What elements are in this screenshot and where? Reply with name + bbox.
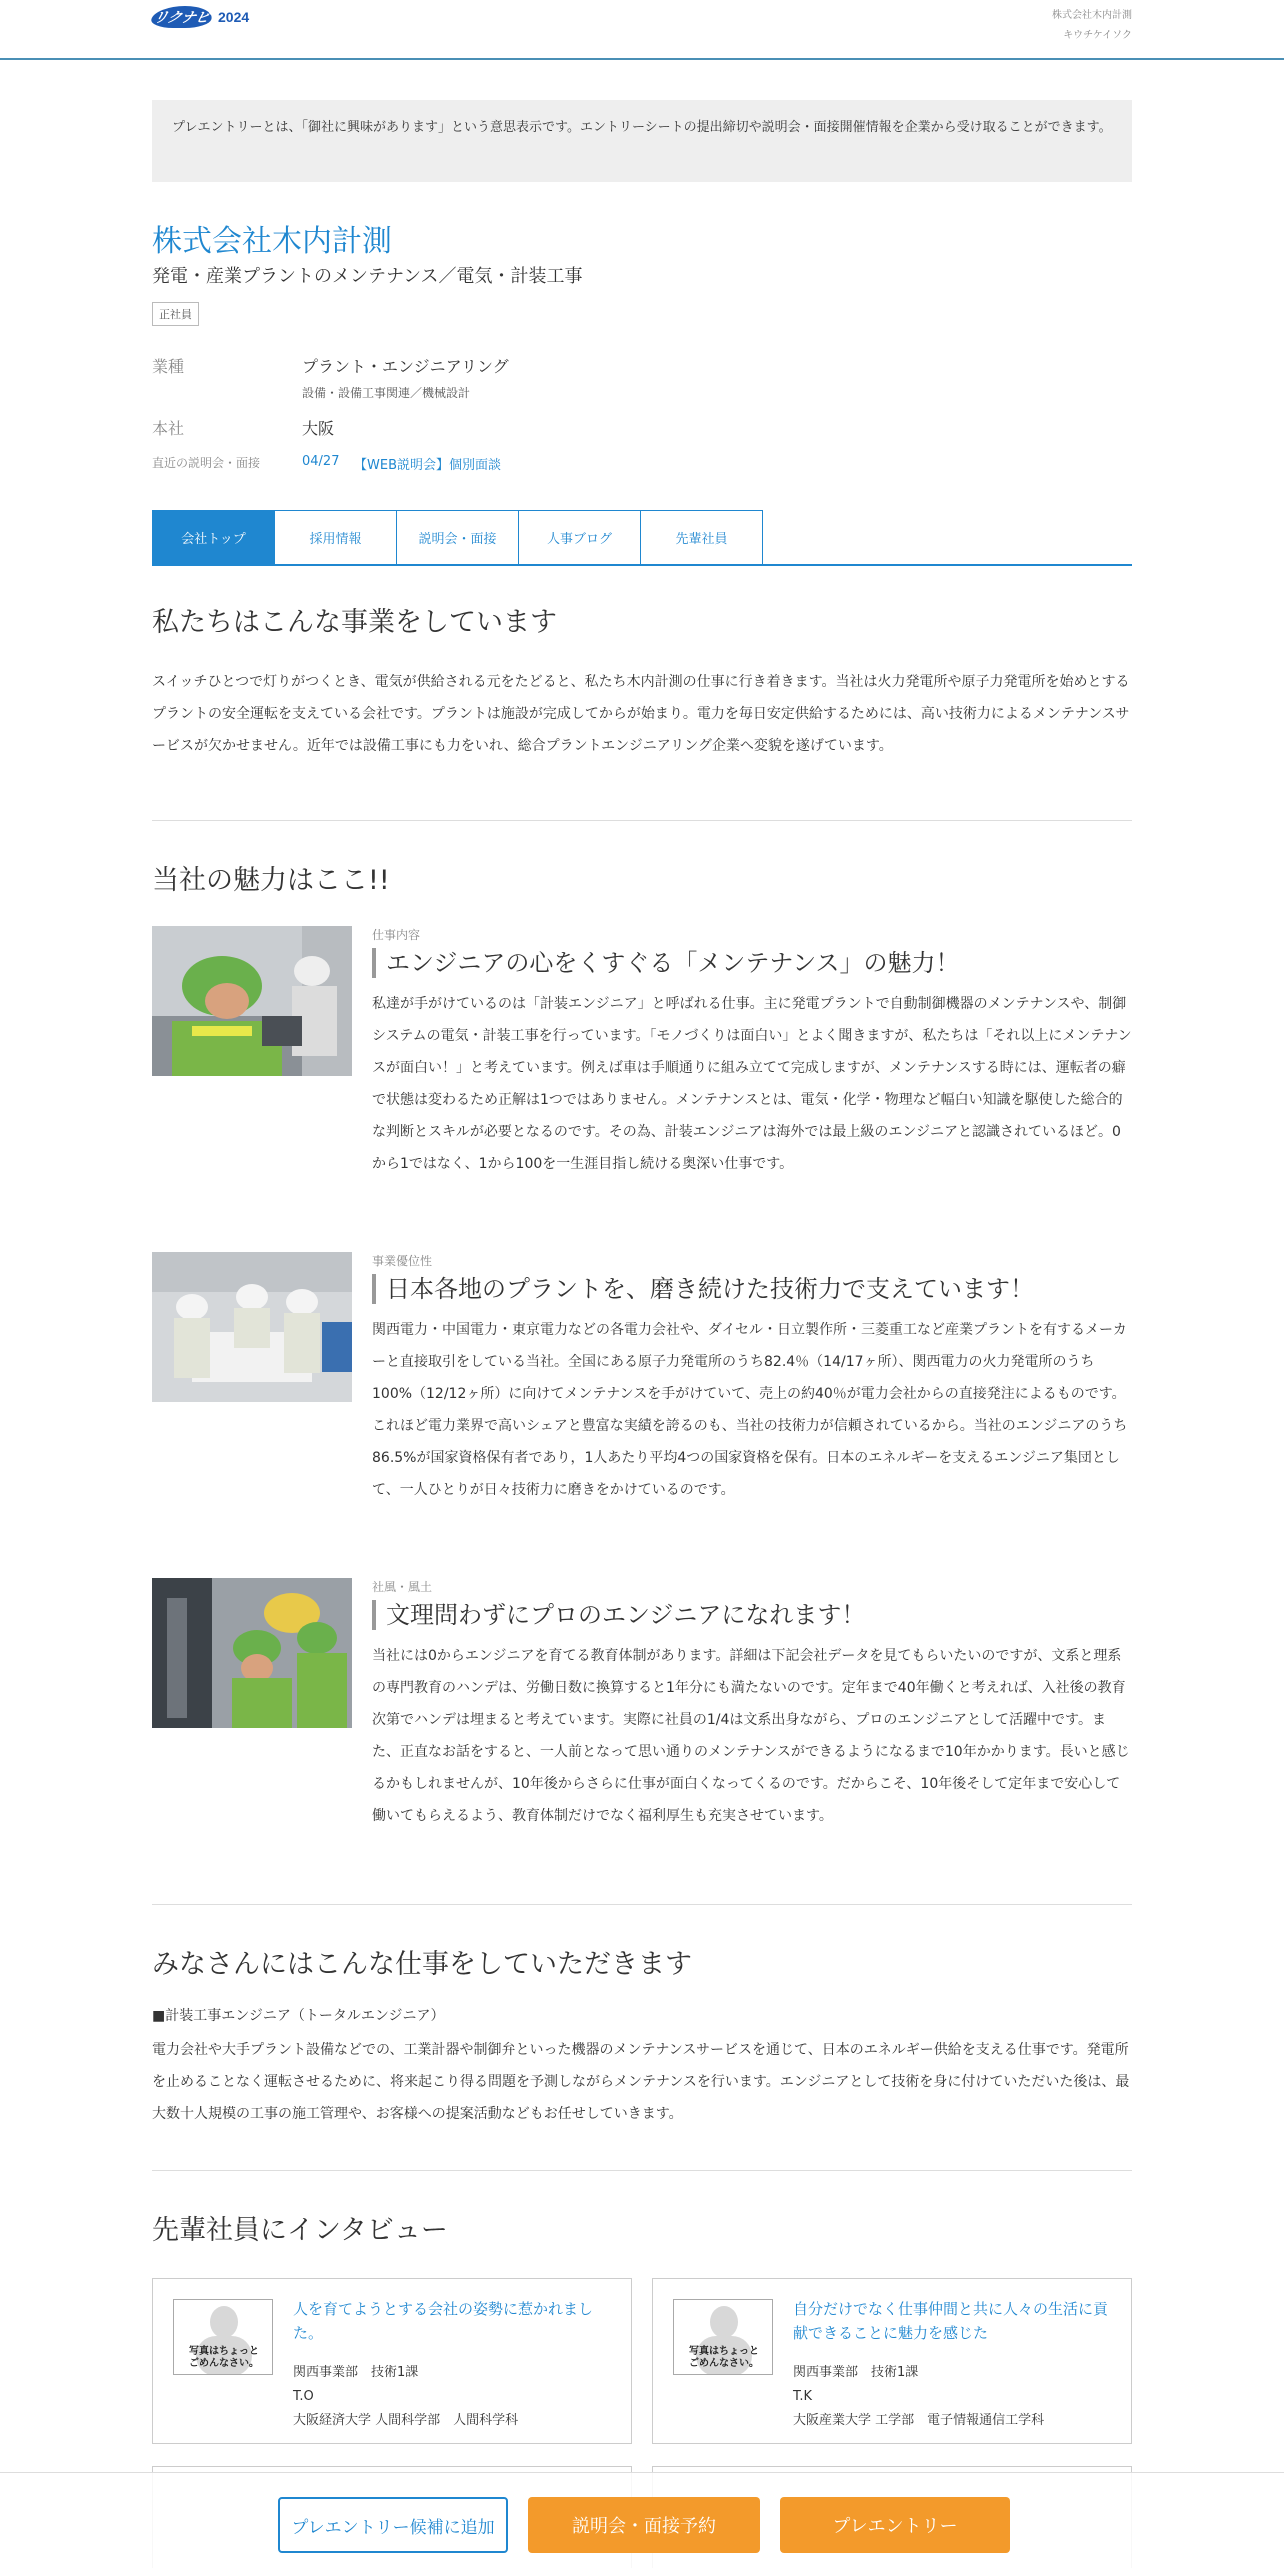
appeal-heading: 当社の魅力はここ!!	[152, 865, 390, 896]
appeal-text: 私達が手がけているのは「計装エンジニア」と呼ばれる仕事。主に発電プラントで自動制御機器のメンテナンスや、制御システムの電気・計装工事を行っています。「モノづくりは面白い」とよく聞きますが、私たちは「それ以上にメンテナンスが面白い！」と考えています。例えば車は手順通りに組み立てて完成しますが、メンテナンスする時には、運転者の癖で状態は変わるため正解は1つではありません。メンテナンスとは、電気・化学・物理など幅白い知識を駆使した総合的な判断とスキルが必要となるのです。その為、計装エンジニアは海外では最上級のエンジニアと認識されているほど。0から1ではなく、1から100を一生涯目指し続ける奥深い仕事です。	[372, 996, 1132, 1172]
interview-initials: T.K	[793, 2389, 813, 2404]
company-name: 株式会社木内計測	[152, 224, 392, 259]
interview-title[interactable]: 人を育てようとする会社の姿勢に惹かれました。	[293, 2300, 594, 2342]
preentry-notice: プレエントリーとは、「御社に興味があります」という意思表示です。エントリーシートの提出締切や説明会・面接開催情報を企業から受け取ることができます。	[152, 100, 1132, 182]
engineer-photo	[152, 926, 352, 1076]
company-tabs	[152, 510, 1132, 566]
divider	[152, 2170, 1132, 2171]
appeal-text: 関西電力・中国電力・東京電力などの各電力会社や、ダイセル・日立製作所・三菱重工など産業プラントを有するメーカーと直接取引をしている当社。全国にある原子力発電所のうち82.4％（14/17ヶ所）、関西電力の火力発電所のうち100%（12/12ヶ所）に向けてメンテナンスを手がけていて、売上の約40％が電力会社からの直接発注によるものです。これほど電力業界で高いシェアと豊富な実績を誇るのも、当社の技術力が信頼されているから。当社のエンジニアのうち86.5%が国家資格保有者であり，1人あたり平均4つの国家資格を保有。日本のエネルギーを支えるエンジニア集団として、一人ひとりが日々技術力に磨きをかけているのです。	[372, 1322, 1128, 1498]
appeal-item-work	[152, 926, 1132, 1216]
interview-title[interactable]: 自分だけでなく仕事仲間と共に人々の生活に貢献できることに魅力を感じた	[793, 2300, 1109, 2342]
interview-initials: T.O	[293, 2389, 314, 2404]
work-text: 電力会社や大手プラント設備などでの、工業計器や制御弁といった機器のメンテナンスサービスを通じて、日本のエネルギー供給を支える仕事です。発電所を止めることなく運転させるために、将来起こり得る問題を予測しながらメンテナンスを行います。エンジニアとして技術を身に付けていただいた後は、最大数十人規模の工事の施工管理や、お客様への提案活動などもお任せしていきます。	[152, 2042, 1130, 2122]
tab-company-top[interactable]: 会社トップ	[152, 510, 275, 564]
tab-senior-staff[interactable]: 先輩社員	[640, 510, 763, 564]
industry-label: 業種	[152, 357, 185, 376]
divider	[152, 820, 1132, 821]
divider	[152, 1904, 1132, 1905]
avatar-placeholder: 写真はちょっと ごめんなさい。	[173, 2299, 273, 2375]
appeal-title: 日本各地のプラントを、磨き続けた技術力で支えています！	[372, 1274, 1034, 1304]
appeal-category: 仕事内容	[372, 928, 421, 942]
interview-heading: 先輩社員にインタビュー	[152, 2215, 448, 2246]
interview-meta	[293, 2361, 518, 2433]
interview-meta	[793, 2361, 1044, 2433]
business-text: スイッチひとつで灯りがつくとき、電気が供給される元をたどると、私たち木内計測の仕事に行き着きます。当社は火力発電所や原子力発電所を始めとするプラントの安全運転を支えている会社です。プラントは施設が完成してからが始まり。電力を毎日安定供給するためには、高い技術力によるメンテナンスサービスが欠かせません。近年では設備工事にも力をいれ、総合プラントエンジニアリング企業へ変貌を遂げています。	[152, 674, 1130, 754]
header-company-name: 株式会社木内計測	[1052, 10, 1132, 21]
employment-type-tag: 正社員	[152, 302, 199, 326]
appeal-title: エンジニアの心をくすぐる「メンテナンス」の魅力！	[372, 948, 959, 978]
appeal-text: 当社には0からエンジニアを育てる教育体制があります。詳細は下記会社データを見てもらいたいのですが、文系と理系の専門教育のハンデは、労働日数に換算すると1年分にも満たないのです。定年まで40年働くと考えれば、入社後の教育次第でハンデは埋まると考えています。実際に社員の1/4は文系出身ながら、プロのエンジニアとして活躍中です。また、正直なお話をすると、一人前となって思い通りのメンテナンスができるようになるまで10年かかります。長いと感じるかもしれませんが、10年後からさらに仕事が面白くなってくるのです。だからこそ、10年後そして定年まで安心して働いてもらえるよう、教育体制だけでなく福利厚生も充実させています。	[372, 1648, 1130, 1824]
industry-sub: 設備・設備工事関連／機械設計	[302, 386, 471, 400]
logo-year: 2024	[218, 9, 250, 25]
tab-hr-blog[interactable]: 人事ブログ	[518, 510, 641, 564]
interview-card[interactable]	[652, 2278, 1132, 2444]
logo-mark: リクナビ	[149, 6, 215, 28]
interview-school: 大阪経済大学 人間科学部 人間科学科	[293, 2413, 519, 2428]
industry-value: プラント・エンジニアリング	[302, 357, 509, 376]
header-company-kana: キウチケイソク	[1063, 30, 1132, 41]
interview-dept: 関西事業部 技術1課	[793, 2365, 919, 2380]
event-link[interactable]: 【WEB説明会】個別面談	[354, 458, 501, 473]
header-company-info	[1052, 6, 1132, 46]
event-label: 直近の説明会・面接	[152, 456, 261, 470]
work-heading: みなさんにはこんな仕事をしていただきます	[152, 1949, 692, 1980]
interview-dept: 関西事業部 技術1課	[293, 2365, 419, 2380]
tab-seminar[interactable]: 説明会・面接	[396, 510, 519, 564]
hq-label: 本社	[152, 419, 185, 438]
appeal-category: 事業優位性	[372, 1254, 433, 1268]
appeal-title: 文理問わずにプロのエンジニアになれます！	[372, 1600, 865, 1630]
add-candidate-button[interactable]: プレエントリー候補に追加	[278, 2497, 508, 2553]
team-photo	[152, 1252, 352, 1402]
preentry-button[interactable]: プレエントリー	[780, 2497, 1010, 2553]
site-header	[0, 0, 1284, 60]
appeal-item-advantage	[152, 1252, 1132, 1542]
business-heading: 私たちはこんな事業をしています	[152, 607, 557, 638]
work-subtitle: ■計装工事エンジニア（トータルエンジニア）	[152, 2008, 445, 2024]
interview-card[interactable]	[152, 2278, 632, 2444]
interview-school: 大阪産業大学 工学部 電子情報通信工学科	[793, 2413, 1045, 2428]
appeal-item-culture	[152, 1578, 1132, 1868]
company-subtitle: 発電・産業プラントのメンテナンス／電気・計装工事	[152, 266, 583, 287]
reserve-seminar-button[interactable]: 説明会・面接予約	[528, 2497, 760, 2553]
sticky-action-bar	[0, 2472, 1284, 2568]
rikunabi-logo[interactable]	[152, 6, 249, 28]
event-date: 04/27	[302, 454, 340, 469]
tab-recruitment[interactable]: 採用情報	[274, 510, 397, 564]
avatar-placeholder: 写真はちょっと ごめんなさい。	[673, 2299, 773, 2375]
workers-photo	[152, 1578, 352, 1728]
hq-value: 大阪	[302, 419, 335, 438]
appeal-category: 社風・風土	[372, 1580, 433, 1594]
